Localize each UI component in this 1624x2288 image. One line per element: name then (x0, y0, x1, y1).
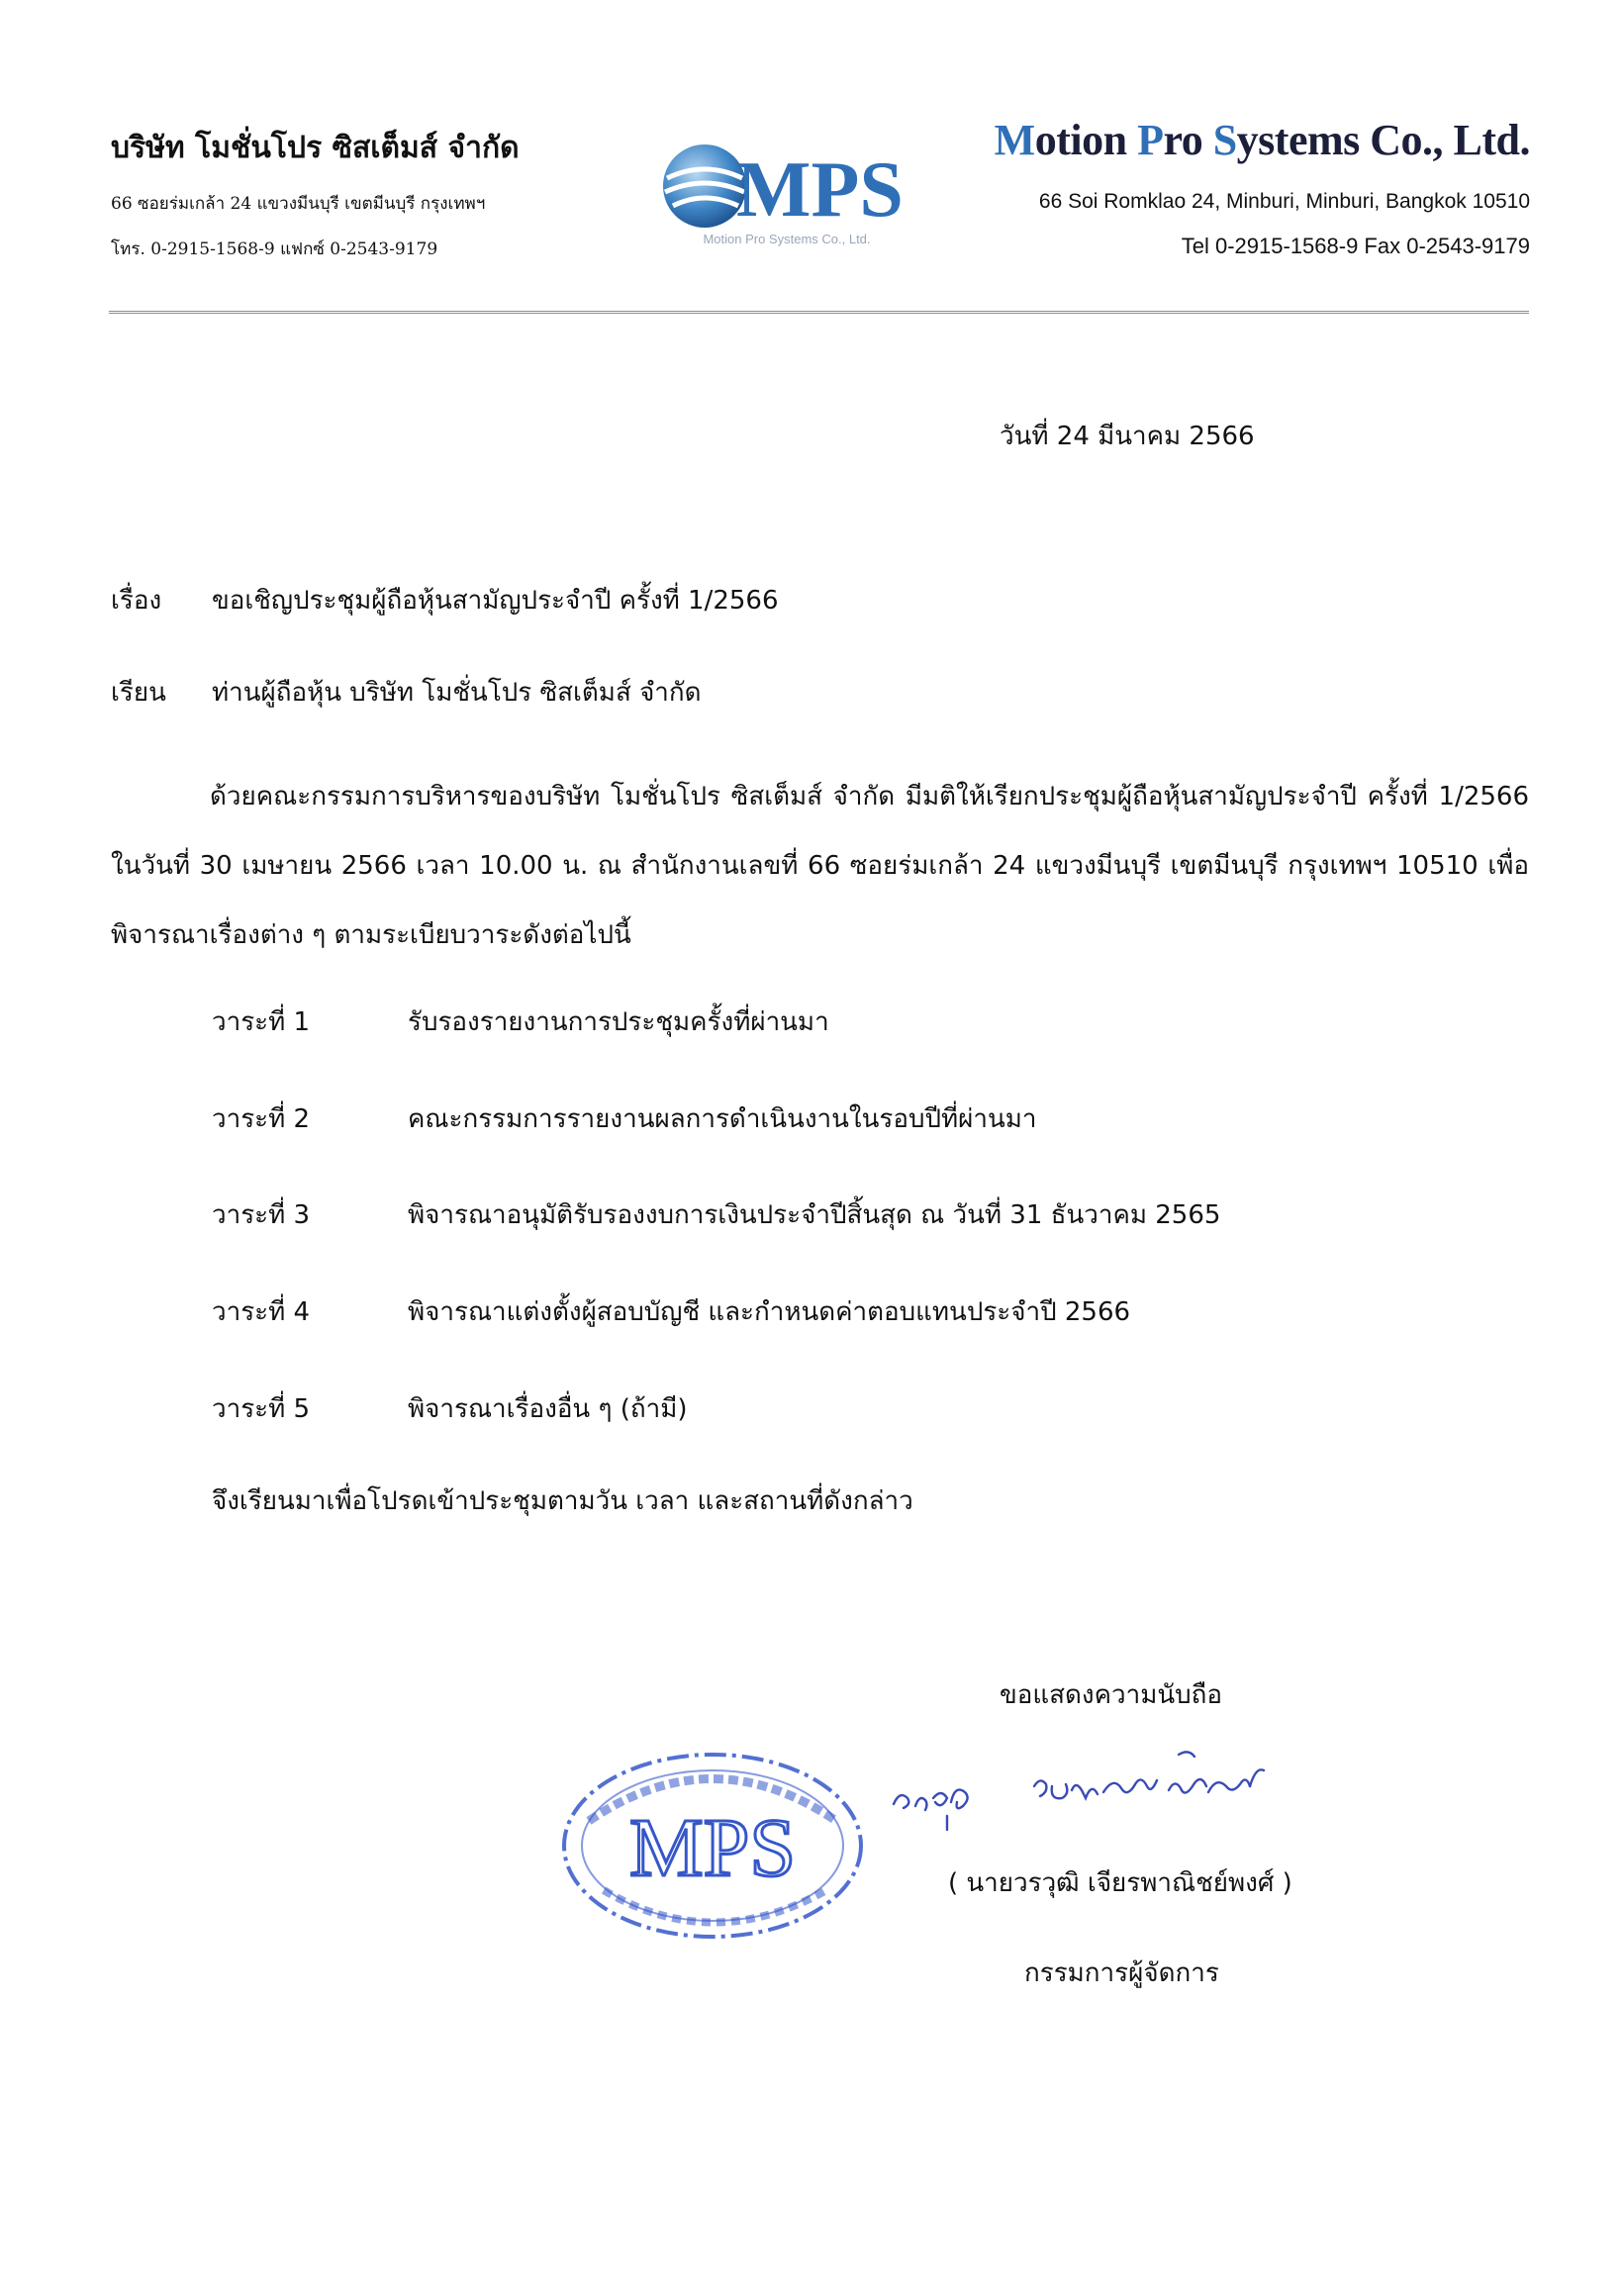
company-phone-english: Tel 0-2915-1568-9 Fax 0-2543-9179 (1181, 234, 1530, 258)
agenda-item-label: วาระที่ 1 (212, 1007, 311, 1037)
company-name-part: otion (1034, 116, 1138, 164)
recipient-text: ท่านผู้ถือหุ้น บริษัท โมชั่นโปร ซิสเต็มส์ จำกัด (212, 678, 702, 708)
company-phone-thai: โทร. 0-2915-1568-9 แฟกซ์ 0-2543-9179 (111, 239, 438, 259)
company-seal-stamp (549, 1742, 876, 1950)
body-paragraph: ด้วยคณะกรรมการบริหารของบริษัท โมชั่นโปร ซิสเต็มส์ จำกัด มีมติให้เรียกประชุมผู้ถือหุ้นสามัญประจำปี ครั้งที่ 1/2566 ในวันที่ 30 เมษายน 2566 เวลา 10.00 น. ณ สำนักงานเลขที่ 66 ซอยร่มเกล้า 24 แขวงมีนบุรี เขตมีนบุรี กรุงเทพฯ 10510 เพื่อพิจารณาเรื่องต่าง ๆ ตามระเบียบวาระดังต่อไปนี้ (111, 782, 1529, 950)
agenda-item-text: พิจารณาแต่งตั้งผู้สอบบัญชี และกำหนดค่าตอบแทนประจำปี 2566 (408, 1297, 1131, 1327)
company-address-english: 66 Soi Romklao 24, Minburi, Minburi, Bangkok 10510 (1038, 190, 1530, 213)
seal-center-text: MPS (628, 1802, 797, 1894)
subject-label: เรื่อง (111, 586, 162, 616)
handwritten-signature (886, 1737, 1301, 1846)
company-name-part: P (1137, 116, 1164, 164)
regards-text: ขอแสดงความนับถือ (1000, 1680, 1222, 1710)
agenda-item-label: วาระที่ 4 (212, 1297, 311, 1327)
company-name-part: ro (1163, 116, 1213, 164)
seal-icon (549, 1742, 876, 1950)
company-name-english (995, 115, 1530, 165)
agenda-item-text: รับรองรายงานการประชุมครั้งที่ผ่านมา (408, 1007, 829, 1037)
signature-icon (886, 1737, 1301, 1846)
recipient-label: เรียน (111, 678, 166, 708)
letter-date: วันที่ 24 มีนาคม 2566 (1000, 422, 1255, 451)
company-name-part: ystems Co., Ltd. (1236, 116, 1530, 164)
agenda-item-label: วาระที่ 2 (212, 1104, 311, 1134)
agenda-item-label: วาระที่ 5 (212, 1394, 311, 1424)
logo-subtext: Motion Pro Systems Co., Ltd. (703, 232, 871, 246)
agenda-item-text: พิจารณาอนุมัติรับรองงบการเงินประจำปีสิ้นสุด ณ วันที่ 31 ธันวาคม 2565 (408, 1200, 1221, 1230)
company-name-part: M (994, 116, 1035, 164)
company-address-thai: 66 ซอยร่มเกล้า 24 แขวงมีนบุรี เขตมีนบุรี กรุงเทพฯ (111, 194, 486, 214)
company-name-part: S (1212, 116, 1237, 164)
signatory-name: ( นายวรวุฒิ เจียรพาณิชย์พงศ์ ) (948, 1868, 1292, 1898)
logo-text: MPS (736, 146, 904, 234)
mps-logo (653, 139, 920, 252)
company-name-thai: บริษัท โมชั่นโปร ซิสเต็มส์ จำกัด (111, 131, 520, 165)
agenda-item-text: พิจารณาเรื่องอื่น ๆ (ถ้ามี) (408, 1394, 688, 1424)
subject-text: ขอเชิญประชุมผู้ถือหุ้นสามัญประจำปี ครั้งที่ 1/2566 (212, 586, 779, 616)
signatory-position: กรรมการผู้จัดการ (1024, 1958, 1219, 1988)
closing-sentence: จึงเรียนมาเพื่อโปรดเข้าประชุมตามวัน เวลา และสถานที่ดังกล่าว (212, 1486, 913, 1516)
agenda-item-label: วาระที่ 3 (212, 1200, 311, 1230)
header-divider (109, 311, 1529, 314)
agenda-item-text: คณะกรรมการรายงานผลการดำเนินงานในรอบปีที่ผ่านมา (408, 1104, 1037, 1134)
